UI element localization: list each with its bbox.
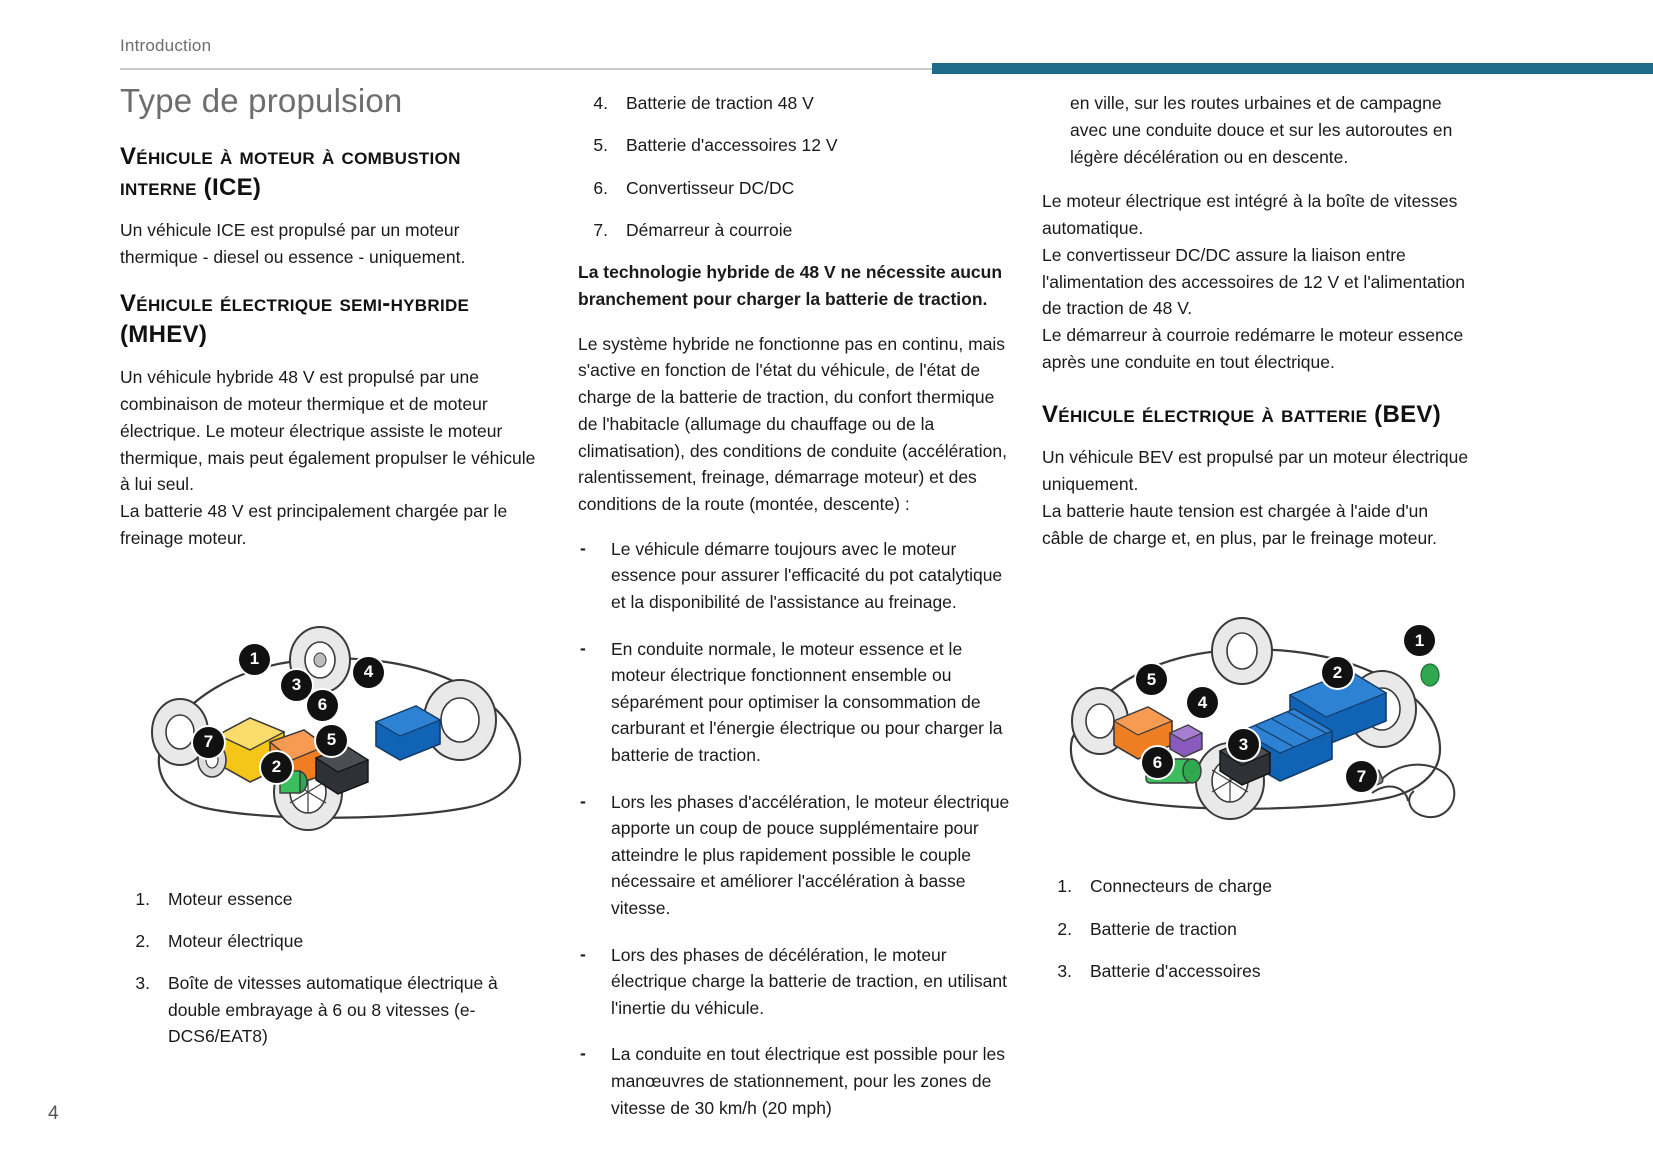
list-item	[578, 942, 1013, 1022]
list-item-number: 5.	[593, 135, 608, 156]
list-item	[578, 217, 1013, 243]
list-item	[1042, 916, 1474, 942]
list-item-number: 6.	[593, 177, 608, 198]
list-item	[578, 789, 1013, 922]
callout-2: 2	[261, 752, 292, 783]
list-item	[1042, 958, 1474, 984]
callout-5: 5	[316, 725, 347, 756]
list-item-label: Batterie de traction 48 V	[626, 93, 814, 113]
list-item-number: 1.	[1057, 876, 1072, 897]
bev-vehicle-diagram	[1042, 569, 1474, 859]
callout-7: 7	[1346, 761, 1377, 792]
dash-bullet: -	[580, 1043, 586, 1064]
list-item	[578, 132, 1013, 158]
list-item	[578, 636, 1013, 769]
list-item	[578, 175, 1013, 201]
paragraph-dcdc: Le convertisseur DC/DC assure la liaison entre l'alimentation des accessoires de 12 V et l'alimentation de traction de 48 V.	[1042, 244, 1466, 319]
callout-6: 6	[1142, 747, 1173, 778]
column-right	[1042, 82, 1474, 1000]
callout-5: 5	[1136, 664, 1167, 695]
callout-3: 3	[1228, 729, 1259, 760]
list-item	[120, 928, 540, 954]
list-item-number: 2.	[135, 931, 150, 952]
paragraph-mhev-1: Un véhicule hybride 48 V est propulsé par une combinaison de moteur thermique et de moteur électrique. Le moteur électrique assiste le moteur thermique, mais peut également propulser le véhicule à lui seul.	[120, 367, 536, 495]
dash-bullet: -	[580, 537, 586, 558]
list-item-label: Boîte de vitesses automatique électrique à double embrayage à 6 ou 8 vitesses (e-DCS6/EAT8)	[168, 973, 498, 1046]
list-item-label: Lors les phases d'accélération, le moteur électrique apporte un coup de pouce supplémentaire pour atteindre le plus rapidement possible le couple nécessaire et améliorer l'accélération à basse vitesse.	[611, 791, 1010, 919]
hybrid-intro-paragraph: Le système hybride ne fonctionne pas en continu, mais s'active en fonction de l'état du véhicule, de l'état de charge de la batterie de traction, du confort thermique de l'habitacle (allumage du chauffage ou de la climatisation), des conditions de conduite (accélération, ralentissement, freinage, démarrage moteur) et des conditions de la route (montée, descente) :	[578, 333, 1007, 515]
callout-1: 1	[1404, 625, 1435, 656]
dash-bullet: -	[580, 637, 586, 658]
mhev-diagram-svg	[120, 570, 540, 870]
paragraph-mhev-2: La batterie 48 V est principalement chargée par le freinage moteur.	[120, 501, 508, 548]
list-item	[578, 90, 1013, 116]
list-item-label: Batterie d'accessoires 12 V	[626, 135, 838, 156]
list-item	[120, 970, 540, 1049]
header-accent-bar	[932, 63, 1653, 74]
hybrid-note: La technologie hybride de 48 V ne nécessite aucun branchement pour charger la batterie de traction.	[578, 262, 1003, 309]
column-middle	[578, 82, 1013, 1141]
column-left	[120, 82, 540, 1065]
callout-6: 6	[307, 690, 338, 721]
list-item-label: Le véhicule démarre toujours avec le moteur essence pour assurer l'efficacité du pot catalytique et la disponibilité de l'assistance au freinage.	[611, 538, 1003, 613]
list-item-label: Moteur électrique	[168, 931, 304, 952]
heading-ice: Véhicule à moteur à combustion interne (ICE)	[120, 143, 461, 201]
list-item-label: Moteur essence	[168, 888, 293, 909]
list-item-label: Démarreur à courroie	[626, 219, 793, 240]
section-label: Introduction	[120, 36, 212, 55]
mhev-vehicle-diagram	[120, 570, 540, 870]
list-item	[1042, 873, 1474, 899]
paragraph-continuation: en ville, sur les routes urbaines et de campagne avec une conduite douce et sur les autoroutes en légère décélération ou en descente.	[1070, 93, 1453, 167]
paragraph-motor-integration: Le moteur électrique est intégré à la boîte de vitesses automatique.	[1042, 191, 1458, 239]
hybrid-behaviour-list	[578, 536, 1013, 1121]
list-item-label: Lors des phases de décélération, le moteur électrique charge la batterie de traction, en utilisant l'inertie du véhicule.	[611, 944, 1007, 1018]
list-item-number: 4.	[593, 93, 608, 113]
list-item-label: Convertisseur DC/DC	[626, 177, 795, 198]
list-item	[578, 536, 1013, 616]
list-item	[120, 886, 540, 912]
callout-1: 1	[239, 644, 270, 675]
list-item-number: 3.	[135, 973, 150, 994]
page-number: 4	[48, 1103, 59, 1124]
list-item-label: Connecteurs de charge	[1090, 876, 1272, 897]
list-item-number: 7.	[593, 219, 608, 240]
paragraph-ice: Un véhicule ICE est propulsé par un moteur thermique - diesel ou essence - uniquement.	[120, 220, 466, 268]
heading-bev: Véhicule électrique à batterie (BEV)	[1042, 400, 1442, 428]
page-header	[0, 30, 1653, 70]
list-item-number: 2.	[1057, 918, 1072, 939]
mhev-legend-list-continued	[578, 90, 1013, 243]
callout-3: 3	[281, 670, 312, 701]
paragraph-bev-1: Un véhicule BEV est propulsé par un moteur électrique uniquement.	[1042, 447, 1469, 495]
list-item-label: En conduite normale, le moteur essence et le moteur électrique fonctionnent ensemble ou séparément pour optimiser la consommation de carburant et l'énergie électrique ou pour charger la batterie de traction.	[611, 638, 1003, 766]
list-item	[578, 1041, 1013, 1121]
callout-4: 4	[353, 657, 384, 688]
list-item-label: Batterie de traction	[1090, 918, 1237, 939]
bev-diagram-svg	[1042, 569, 1474, 859]
callout-7: 7	[193, 727, 224, 758]
page-title: Type de propulsion	[120, 82, 403, 119]
paragraph-belt-starter: Le démarreur à courroie redémarre le moteur essence après une conduite en tout électrique.	[1042, 325, 1464, 372]
callout-2: 2	[1322, 657, 1353, 688]
paragraph-bev-2: La batterie haute tension est chargée à l'aide d'un câble de charge et, en plus, par le freinage moteur.	[1042, 500, 1437, 548]
list-item-label: La conduite en tout électrique est possible pour les manœuvres de stationnement, pour les zones de vitesse de 30 km/h (20 mph)	[611, 1044, 1006, 1118]
callout-4: 4	[1187, 687, 1218, 718]
dash-bullet: -	[580, 790, 586, 811]
list-item-number: 1.	[135, 888, 150, 909]
dash-bullet: -	[580, 943, 586, 964]
list-item-label: Batterie d'accessoires	[1090, 960, 1261, 981]
list-item-number: 3.	[1057, 960, 1072, 981]
heading-mhev: Véhicule électrique semi-hybride (MHEV)	[120, 289, 470, 348]
bev-legend-list	[1042, 873, 1474, 984]
mhev-legend-list	[120, 886, 540, 1049]
